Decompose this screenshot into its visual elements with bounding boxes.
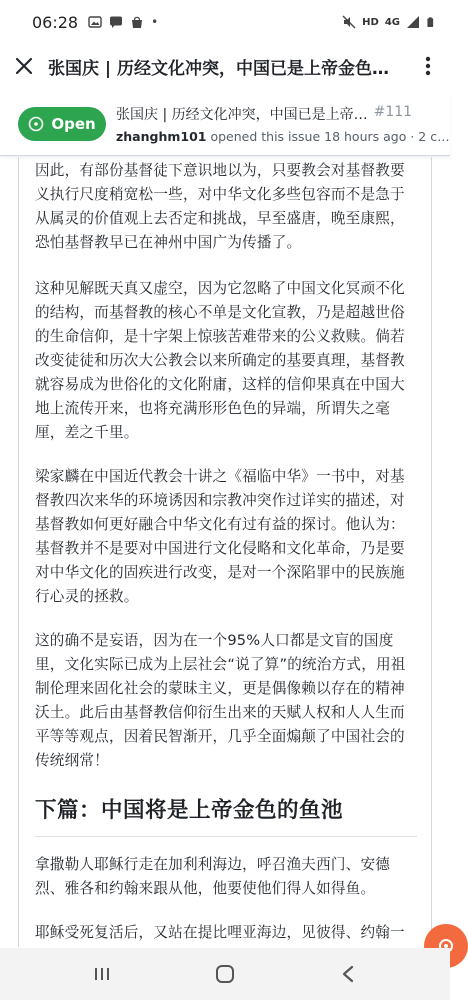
app-top-bar xyxy=(0,44,450,88)
battery-icon xyxy=(426,15,436,29)
chat-icon xyxy=(109,15,123,29)
image-icon xyxy=(88,15,102,29)
issue-author-link[interactable]: zhanghm101 xyxy=(116,128,207,144)
more-options-button[interactable] xyxy=(406,44,450,88)
page-title: 张国庆 | 历经文化冲突，中国已是上帝金色… xyxy=(48,58,390,79)
body-paragraph: 拿撒勒人耶稣行走在加利利海边，呼召渔夫西门、安德烈、雅各和约翰来跟从他，他要使他们得人如得鱼。 xyxy=(35,856,391,897)
status-time: 06:28 xyxy=(32,12,79,32)
issue-subtitle xyxy=(116,129,450,144)
home-button[interactable] xyxy=(195,952,255,996)
issue-header xyxy=(0,92,450,156)
home-icon xyxy=(215,964,235,984)
status-dot: • xyxy=(151,15,159,29)
issue-body[interactable] xyxy=(18,157,432,947)
shopping-bag-icon xyxy=(130,15,144,29)
issue-state-label: Open xyxy=(51,114,96,133)
close-icon xyxy=(15,57,33,75)
issue-opened-text: opened this issue 18 hours ago · 2 c… xyxy=(206,128,450,144)
hd-label: HD xyxy=(362,16,379,28)
issue-meta xyxy=(116,104,450,144)
more-vertical-icon xyxy=(425,56,431,76)
system-nav-bar xyxy=(0,948,450,1000)
body-paragraph: 这的确不是妄语，因为在一个95%人口都是文盲的国度里，文化实际已成为上层社会“说了算”的统治方式，用祖制伦理来固化社会的蒙昧主义，更是偶像赖以存在的精神沃土。此后由基督教信仰衍生出来的天赋人权和人人生而平等等观点，因着民智渐开，几乎全面煽颠了中国社会的传统纲常！ xyxy=(35,632,406,769)
network-label: 4G xyxy=(384,16,400,28)
signal-icon xyxy=(406,15,420,29)
close-button[interactable] xyxy=(0,44,48,88)
notification-icons xyxy=(88,15,158,29)
system-icons xyxy=(342,15,436,29)
issue-opened-icon xyxy=(28,116,44,132)
issue-title: 张国庆 | 历经文化冲突，中国已是上帝… xyxy=(116,106,368,123)
status-bar xyxy=(0,0,450,44)
body-paragraph: 梁家麟在中国近代教会十讲之《福临中华》一书中，对基督教四次来华的环境诱因和宗教冲突作过详实的描述，对基督教如何更好融合中华文化有过有益的探讨。他认为：基督教并不是要对中国进行文化侵略和文化革命，乃是要对中华文化的固疾进行改变，是对一个深陷罪中的民族施行心灵的拯救。 xyxy=(35,468,405,605)
back-icon xyxy=(341,965,355,983)
body-paragraph: 耶稣受死复活后，又站在提比哩亚海边，见彼得、约翰一 xyxy=(35,924,405,941)
issue-number: #111 xyxy=(373,103,413,120)
recents-button[interactable] xyxy=(72,952,132,996)
section-heading: 下篇：中国将是上帝金色的鱼池 xyxy=(35,793,417,837)
back-button[interactable] xyxy=(318,952,378,996)
body-paragraph: 因此，有部份基督徒下意识地以为，只要教会对基督教要义执行尺度稍宽松一些，对中华文化多些包容而不是急于从属灵的价值观上去否定和挑战，早至盛唐，晚至康熙，恐怕基督教早已在神州中国广为传播了。 xyxy=(35,162,405,251)
recents-icon xyxy=(93,966,111,982)
issue-state-badge xyxy=(18,107,106,141)
mute-icon xyxy=(342,15,356,29)
body-paragraph: 这种见解既天真又虚空，因为它忽略了中国文化冥顽不化的结构，而基督教的核心不单是文化宣教，乃是超越世俗的生命信仰，是十字架上惊骇苦难带来的公义救赎。倘若改变徒徒和历次大公教会以来所确定的基要真理，基督教就容易成为世俗化的文化附庸，这样的信仰果真在中国大地上流传开来，也将充满形形色色的异端，所谓失之毫厘，差之千里。 xyxy=(35,280,405,441)
issue-title-row[interactable] xyxy=(116,104,450,124)
